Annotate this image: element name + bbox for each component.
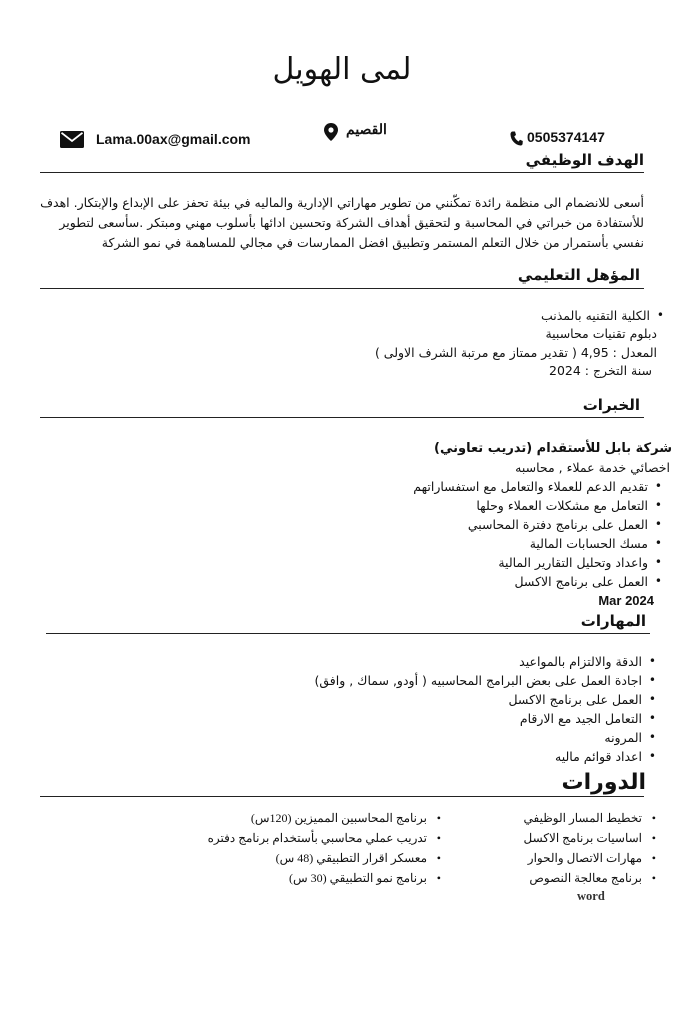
skills-title: المهارات <box>580 612 646 630</box>
skills-block <box>260 652 668 766</box>
city-text: القصيم <box>346 121 387 137</box>
email-icon <box>60 131 84 148</box>
experience-block <box>280 440 672 591</box>
education-divider <box>40 288 644 289</box>
experience-title: الخبرات <box>582 396 640 414</box>
objective-line: أسعى للانضمام الى منظمة رائدة تمكّنني من تطوير مهاراتي الإدارية والماليه في بيئة تحفز على الإبداع والإبتكار. اهدف <box>40 195 644 210</box>
education-title: المؤهل التعليمي <box>517 266 640 284</box>
objective-line: نفسي بأستمرار من خلال التعلم المستمر وتطبيق افضل الممارسات في مجالي للمساهمة في نمو الشركة <box>101 235 644 250</box>
experience-item: • العمل على برنامج دفترة المحاسبي <box>280 515 666 534</box>
experience-specialty: اخصائي خدمة عملاء , محاسبه <box>515 459 670 475</box>
email-text: Lama.00ax@gmail.com <box>96 131 251 147</box>
map-pin-icon <box>324 123 338 141</box>
skill-item: • التعامل الجيد مع الارقام <box>260 709 660 728</box>
phone-icon <box>510 131 523 146</box>
education-institution: • الكلية التقنيه بالمذنب <box>300 306 668 325</box>
candidate-name: لمى الهويل <box>272 52 412 87</box>
course-item: • تدريب عملي محاسبي بأستخدام برنامج دفتره <box>200 828 445 848</box>
skill-item: • اعداد قوائم ماليه <box>260 747 660 766</box>
courses-divider <box>40 796 644 797</box>
experience-item: • تقديم الدعم للعملاء والتعامل مع استفساراتهم <box>280 477 666 496</box>
skill-item: • المرونه <box>260 728 660 747</box>
phone-text: 0505374147 <box>527 129 605 145</box>
course-item: • اساسيات برنامج الاكسل <box>490 828 660 848</box>
course-item: • برنامج معالجة النصوص <box>490 868 660 888</box>
course-item: • مهارات الاتصال والحوار <box>490 848 660 868</box>
objective-text <box>36 193 644 253</box>
course-item-extra: word <box>577 889 605 903</box>
education-graduation: سنة التخرج : 2024 <box>549 363 652 378</box>
objective-divider <box>40 172 644 173</box>
education-block <box>300 306 668 381</box>
objective-line: للأستفادة من خبراتي في المحاسبة و لتحقيق أهداف الشركة وتحسين ادائها بأسلوب مهني ومبتكر .سأسعى لتطوير <box>59 215 644 230</box>
experience-item: • مسك الحسابات المالية <box>280 534 666 553</box>
course-item: • معسكر اقرار التطبيقي (48 س) <box>200 848 445 868</box>
experience-divider <box>40 417 644 418</box>
course-item: • برنامج نمو التطبيقي (30 س) <box>200 868 445 888</box>
skill-item: • العمل على برنامج الاكسل <box>260 690 660 709</box>
skill-item: • اجادة العمل على بعض البرامج المحاسبيه ( أودو, سماك , وافق) <box>260 671 660 690</box>
skills-divider <box>46 633 650 634</box>
courses-title: الدورات <box>561 770 646 795</box>
experience-item: • العمل على برنامج الاكسل <box>280 572 666 591</box>
objective-title: الهدف الوظيفي <box>525 151 644 169</box>
skill-item: • الدقة والالتزام بالمواعيد <box>260 652 660 671</box>
experience-company: شركة بابل للأستقدام (تدريب تعاوني) <box>434 441 672 456</box>
experience-item: • واعداد وتحليل التقارير المالية <box>280 553 666 572</box>
course-item: • تخطيط المسار الوظيفي <box>490 808 660 828</box>
courses-right-column <box>490 808 660 903</box>
course-item: • برنامج المحاسبين المميزين (120س) <box>200 808 445 828</box>
education-degree: دبلوم تقنيات محاسبية <box>545 326 657 341</box>
experience-item: • التعامل مع مشكلات العملاء وحلها <box>280 496 666 515</box>
education-gpa: المعدل : 4,95 ( تقدير ممتاز مع مرتبة الشرف الاولى ) <box>374 344 657 360</box>
experience-date: Mar 2024 <box>598 593 654 608</box>
courses-left-column <box>200 808 445 888</box>
